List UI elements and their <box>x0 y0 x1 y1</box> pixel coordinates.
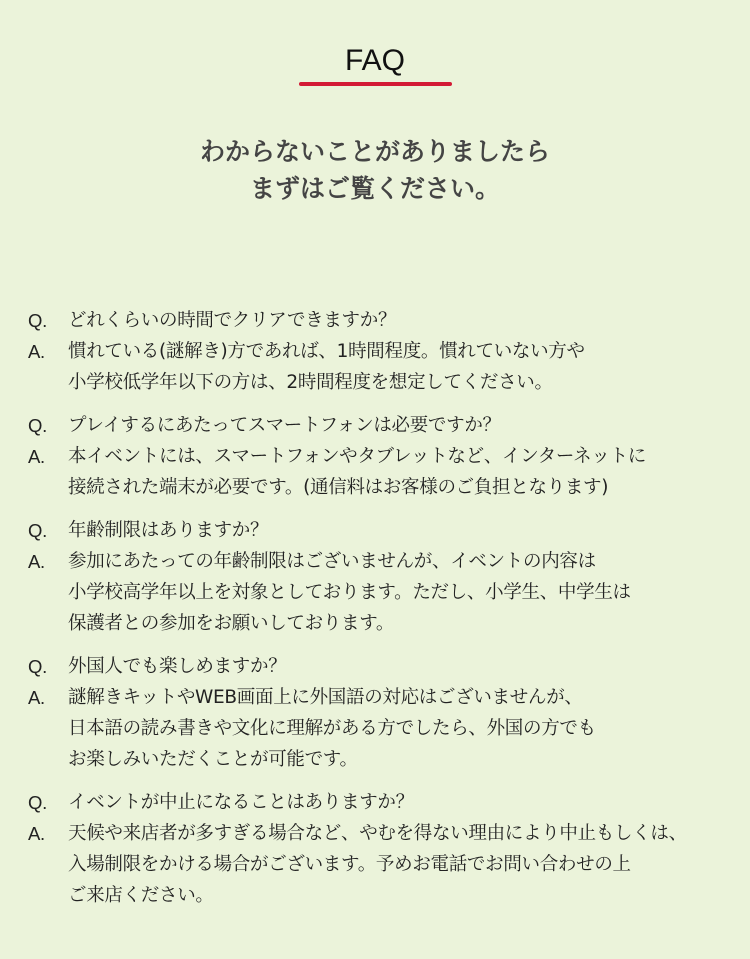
faq-item <box>28 515 738 639</box>
intro-text <box>0 133 750 207</box>
answer-line <box>28 472 738 503</box>
question-text: どれくらいの時間でクリアできますか？ <box>68 310 397 331</box>
faq-item <box>28 305 738 398</box>
question <box>28 515 738 546</box>
question-text: 年齢制限はありますか？ <box>68 520 269 541</box>
question-label: Q. <box>28 520 47 541</box>
answer-line <box>28 577 738 608</box>
question <box>28 305 738 336</box>
answer-line-text: 謎解きキットやWEB画面上に外国語の対応はございませんが、 <box>68 687 583 708</box>
answer-line-text: ご来店ください。 <box>68 885 214 906</box>
answer-line <box>28 713 738 744</box>
answer-line-text: 小学校高学年以上を対象としております。ただし、小学生、中学生は <box>68 582 631 603</box>
answer-line-text: 接続された端末が必要です。(通信料はお客様のご負担となります) <box>68 477 609 498</box>
answer-line-label <box>28 608 68 639</box>
faq-item <box>28 651 738 775</box>
answer-line-label <box>28 577 68 608</box>
question <box>28 651 738 682</box>
intro-line: わからないことがありましたら <box>199 137 550 166</box>
answer-line-text: 入場制限をかける場合がございます。予めお電話でお問い合わせの上 <box>68 854 631 875</box>
faq-item <box>28 787 738 911</box>
page-title: FAQ <box>344 44 405 77</box>
answer-line <box>28 441 738 472</box>
answer-line-label <box>28 713 68 744</box>
answer-line-text: 天候や来店者が多すぎる場合など、やむを得ない理由により中止もしくは、 <box>68 823 687 844</box>
title-underline <box>299 82 452 86</box>
answer-line <box>28 818 738 849</box>
question-text: プレイするにあたってスマートフォンは必要ですか？ <box>68 415 501 436</box>
question-label: Q. <box>28 415 47 436</box>
answer-line-label <box>28 744 68 775</box>
answer-line-label <box>28 849 68 880</box>
answer-line-label <box>28 472 68 503</box>
answer-line-label: A. <box>28 446 45 467</box>
answer-line-label: A. <box>28 687 45 708</box>
answer-line-label: A. <box>28 551 45 572</box>
question <box>28 410 738 441</box>
answer-line-text: お楽しみいただくことが可能です。 <box>68 749 358 770</box>
answer-line <box>28 367 738 398</box>
answer-line-text: 日本語の読み書きや文化に理解がある方でしたら、外国の方でも <box>68 718 596 739</box>
answer-line-text: 保護者との参加をお願いしております。 <box>68 613 395 634</box>
answer-line-label: A. <box>28 823 45 844</box>
faq-item <box>28 410 738 503</box>
answer-line-text: 慣れている(謎解き)方であれば、1時間程度。慣れていない方や <box>68 341 585 362</box>
question-text: イベントが中止になることはありますか？ <box>68 792 414 813</box>
answer-line <box>28 682 738 713</box>
question-text: 外国人でも楽しめますか？ <box>68 656 287 677</box>
answer-line-text: 本イベントには、スマートフォンやタブレットなど、インターネットに <box>68 446 646 467</box>
answer-line <box>28 546 738 577</box>
answer-line <box>28 336 738 367</box>
answer-line <box>28 608 738 639</box>
answer-line <box>28 880 738 911</box>
question <box>28 787 738 818</box>
answer-line-label: A. <box>28 341 45 362</box>
answer-line-text: 参加にあたっての年齢制限はございませんが、イベントの内容は <box>68 551 596 572</box>
question-label: Q. <box>28 656 47 677</box>
question-label: Q. <box>28 310 47 331</box>
answer-line-label <box>28 367 68 398</box>
question-label: Q. <box>28 792 47 813</box>
answer-line-label <box>28 880 68 911</box>
faq-list <box>28 305 738 923</box>
intro-line: まずはご覧ください。 <box>249 174 500 203</box>
answer-line <box>28 849 738 880</box>
answer-line-text: 小学校低学年以下の方は、2時間程度を想定してください。 <box>68 372 553 393</box>
answer-line <box>28 744 738 775</box>
